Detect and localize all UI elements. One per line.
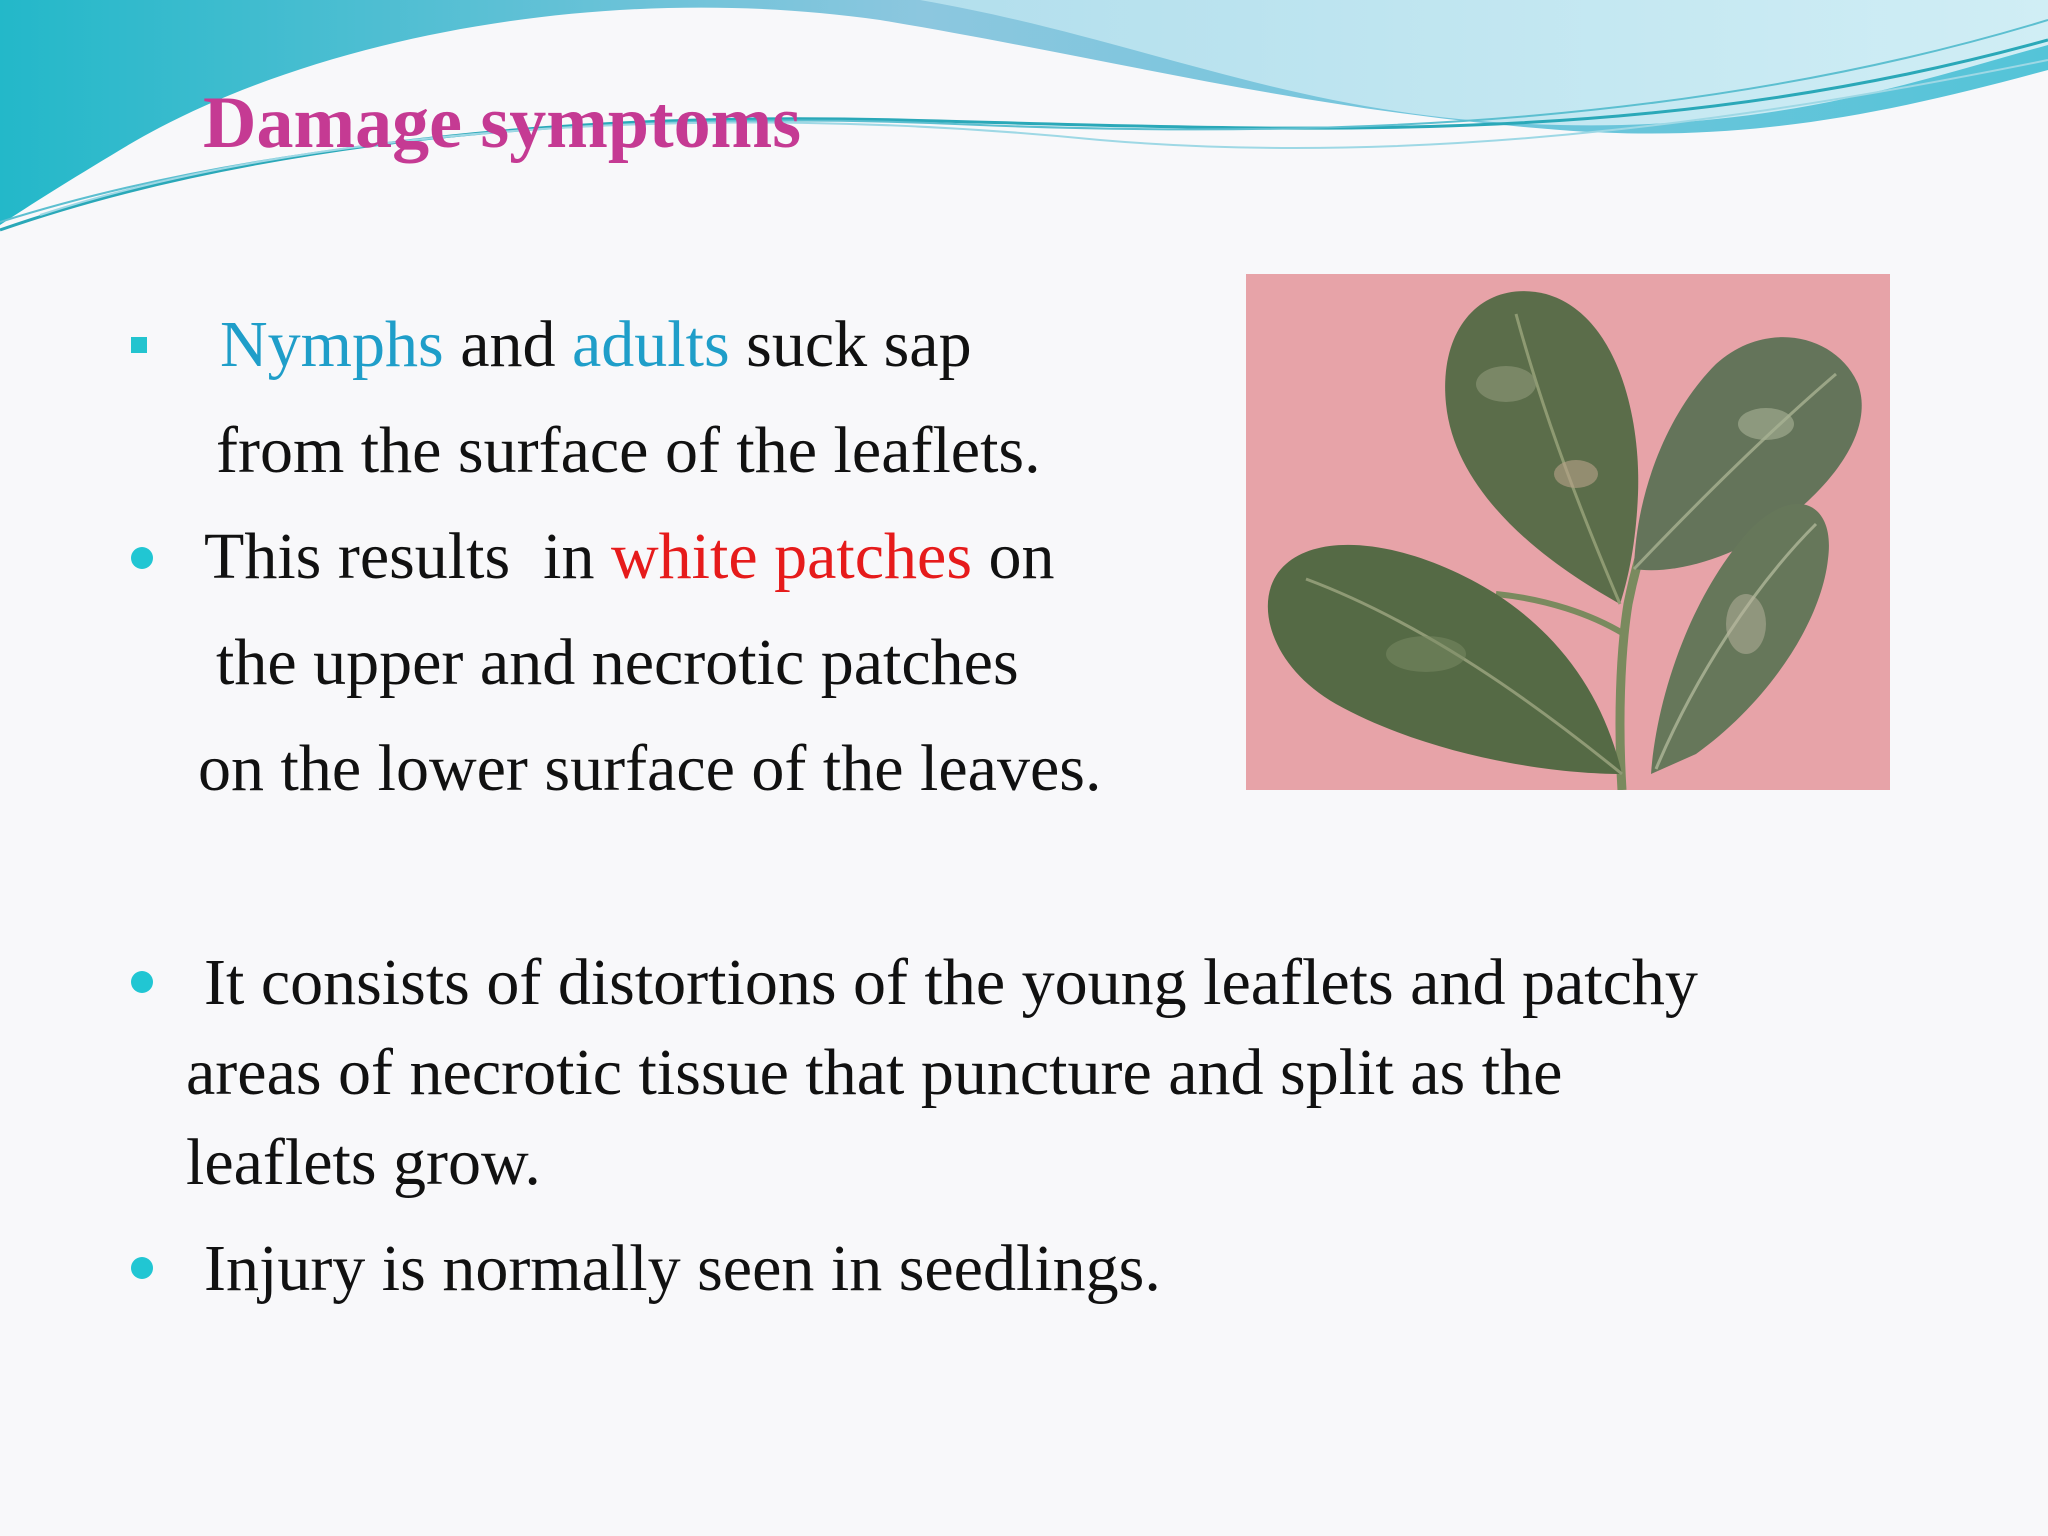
bullet-3-line-2: areas of necrotic tissue that puncture and split as the (186, 1036, 1563, 1109)
highlight-white-patches: white patches (611, 520, 973, 593)
square-bullet-icon (131, 337, 147, 353)
bullet-4-line-1: Injury is normally seen in seedlings. (204, 1232, 1161, 1305)
highlight-nymphs: Nymphs (220, 308, 444, 381)
slide-title: Damage symptoms (203, 82, 802, 164)
bullet-3-line-1: It consists of distortions of the young leaflets and patchy (204, 946, 1698, 1019)
bullet-2-line-3: on the lower surface of the leaves. (198, 732, 1102, 805)
text-and: and (443, 308, 572, 381)
damaged-leaflets-photo (1246, 274, 1890, 790)
round-bullet-icon (131, 547, 153, 569)
bullet-3-line-3: leaflets grow. (186, 1126, 541, 1199)
text-this-results: This results in (204, 520, 611, 593)
text-suck-sap: suck sap (729, 308, 972, 381)
bullet-1-line-1 (220, 308, 972, 381)
bullet-1-line-2: from the surface of the leaflets. (216, 414, 1041, 487)
round-bullet-icon (131, 971, 153, 993)
text-on: on (972, 520, 1055, 593)
highlight-adults: adults (571, 308, 730, 381)
bullet-2-line-2: the upper and necrotic patches (216, 626, 1019, 699)
bullet-2-line-1 (204, 520, 1055, 593)
round-bullet-icon (131, 1257, 153, 1279)
